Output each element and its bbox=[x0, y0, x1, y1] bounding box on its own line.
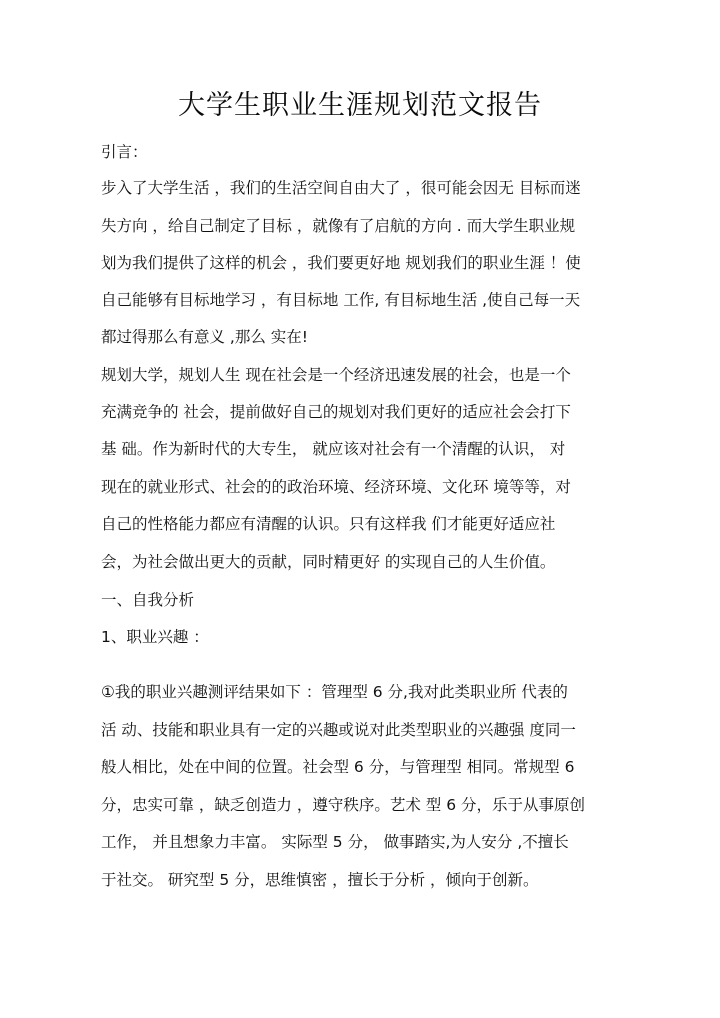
paragraph-line: 基 础。作为新时代的大专生， 就应该对社会有一个清醒的认识， 对 bbox=[101, 440, 566, 458]
subsection-heading: 1、职业兴趣 ： bbox=[101, 628, 209, 646]
paragraph-line: 规划大学，规划人生 现在社会是一个经济迅速发展的社会，也是一个 bbox=[101, 366, 571, 384]
paragraph-line: 分，忠实可靠 ，缺乏创造力 ，遵守秩序。艺术 型 6 分，乐于从事原创 bbox=[101, 796, 585, 814]
paragraph-line: 于社交。 研究型 5 分，思维慎密 ，擅长于分析 ，倾向于创新。 bbox=[101, 871, 539, 889]
paragraph-line: 自己能够有目标地学习 ，有目标地 工作, 有目标地生活 ,使自己每一天 bbox=[101, 291, 581, 309]
paragraph-line: 充满竞争的 社会，提前做好自己的规划对我们更好的适应社会会打下 bbox=[101, 403, 571, 421]
paragraph-line: 会，为社会做出更大的贡献，同时精更好 的实现自己的人生价值。 bbox=[101, 553, 556, 571]
paragraph-line: 现在的就业形式、社会的的政治环境、经济环境、文化环 境等等，对 bbox=[101, 478, 571, 496]
paragraph-line: 失方向 ，给自己制定了目标 ，就像有了启航的方向 . 而大学生职业规 bbox=[101, 217, 576, 235]
paragraph-line: 活 动、技能和职业具有一定的兴趣或说对此类型职业的兴趣强 度同一 bbox=[101, 721, 576, 739]
paragraph-line: 般人相比，处在中间的位置。社会型 6 分，与管理型 相同。常规型 6 bbox=[101, 758, 575, 776]
intro-heading: 引言： bbox=[101, 143, 148, 161]
section-heading: 一、自我分析 bbox=[101, 591, 195, 609]
paragraph-line: 自己的性格能力都应有清醒的认识。只有这样我 们才能更好适应社 bbox=[101, 515, 556, 533]
paragraph-line: 都过得那么有意义 ,那么 实在! bbox=[101, 328, 308, 346]
paragraph-line: 步入了大学生活 ，我们的生活空间自由大了 ，很可能会因无 目标而迷 bbox=[101, 179, 581, 197]
paragraph-line: 工作， 并且想象力丰富。 实际型 5 分， 做事踏实,为人安分 ,不擅长 bbox=[101, 833, 569, 851]
paragraph-line: 划为我们提供了这样的机会 ，我们要更好地 规划我们的职业生涯 ！使 bbox=[101, 254, 581, 272]
paragraph-line: ①我的职业兴趣测评结果如下 ：管理型 6 分,我对此类职业所 代表的 bbox=[101, 683, 568, 701]
document-title: 大学生职业生涯规划范文报告 bbox=[178, 90, 542, 121]
